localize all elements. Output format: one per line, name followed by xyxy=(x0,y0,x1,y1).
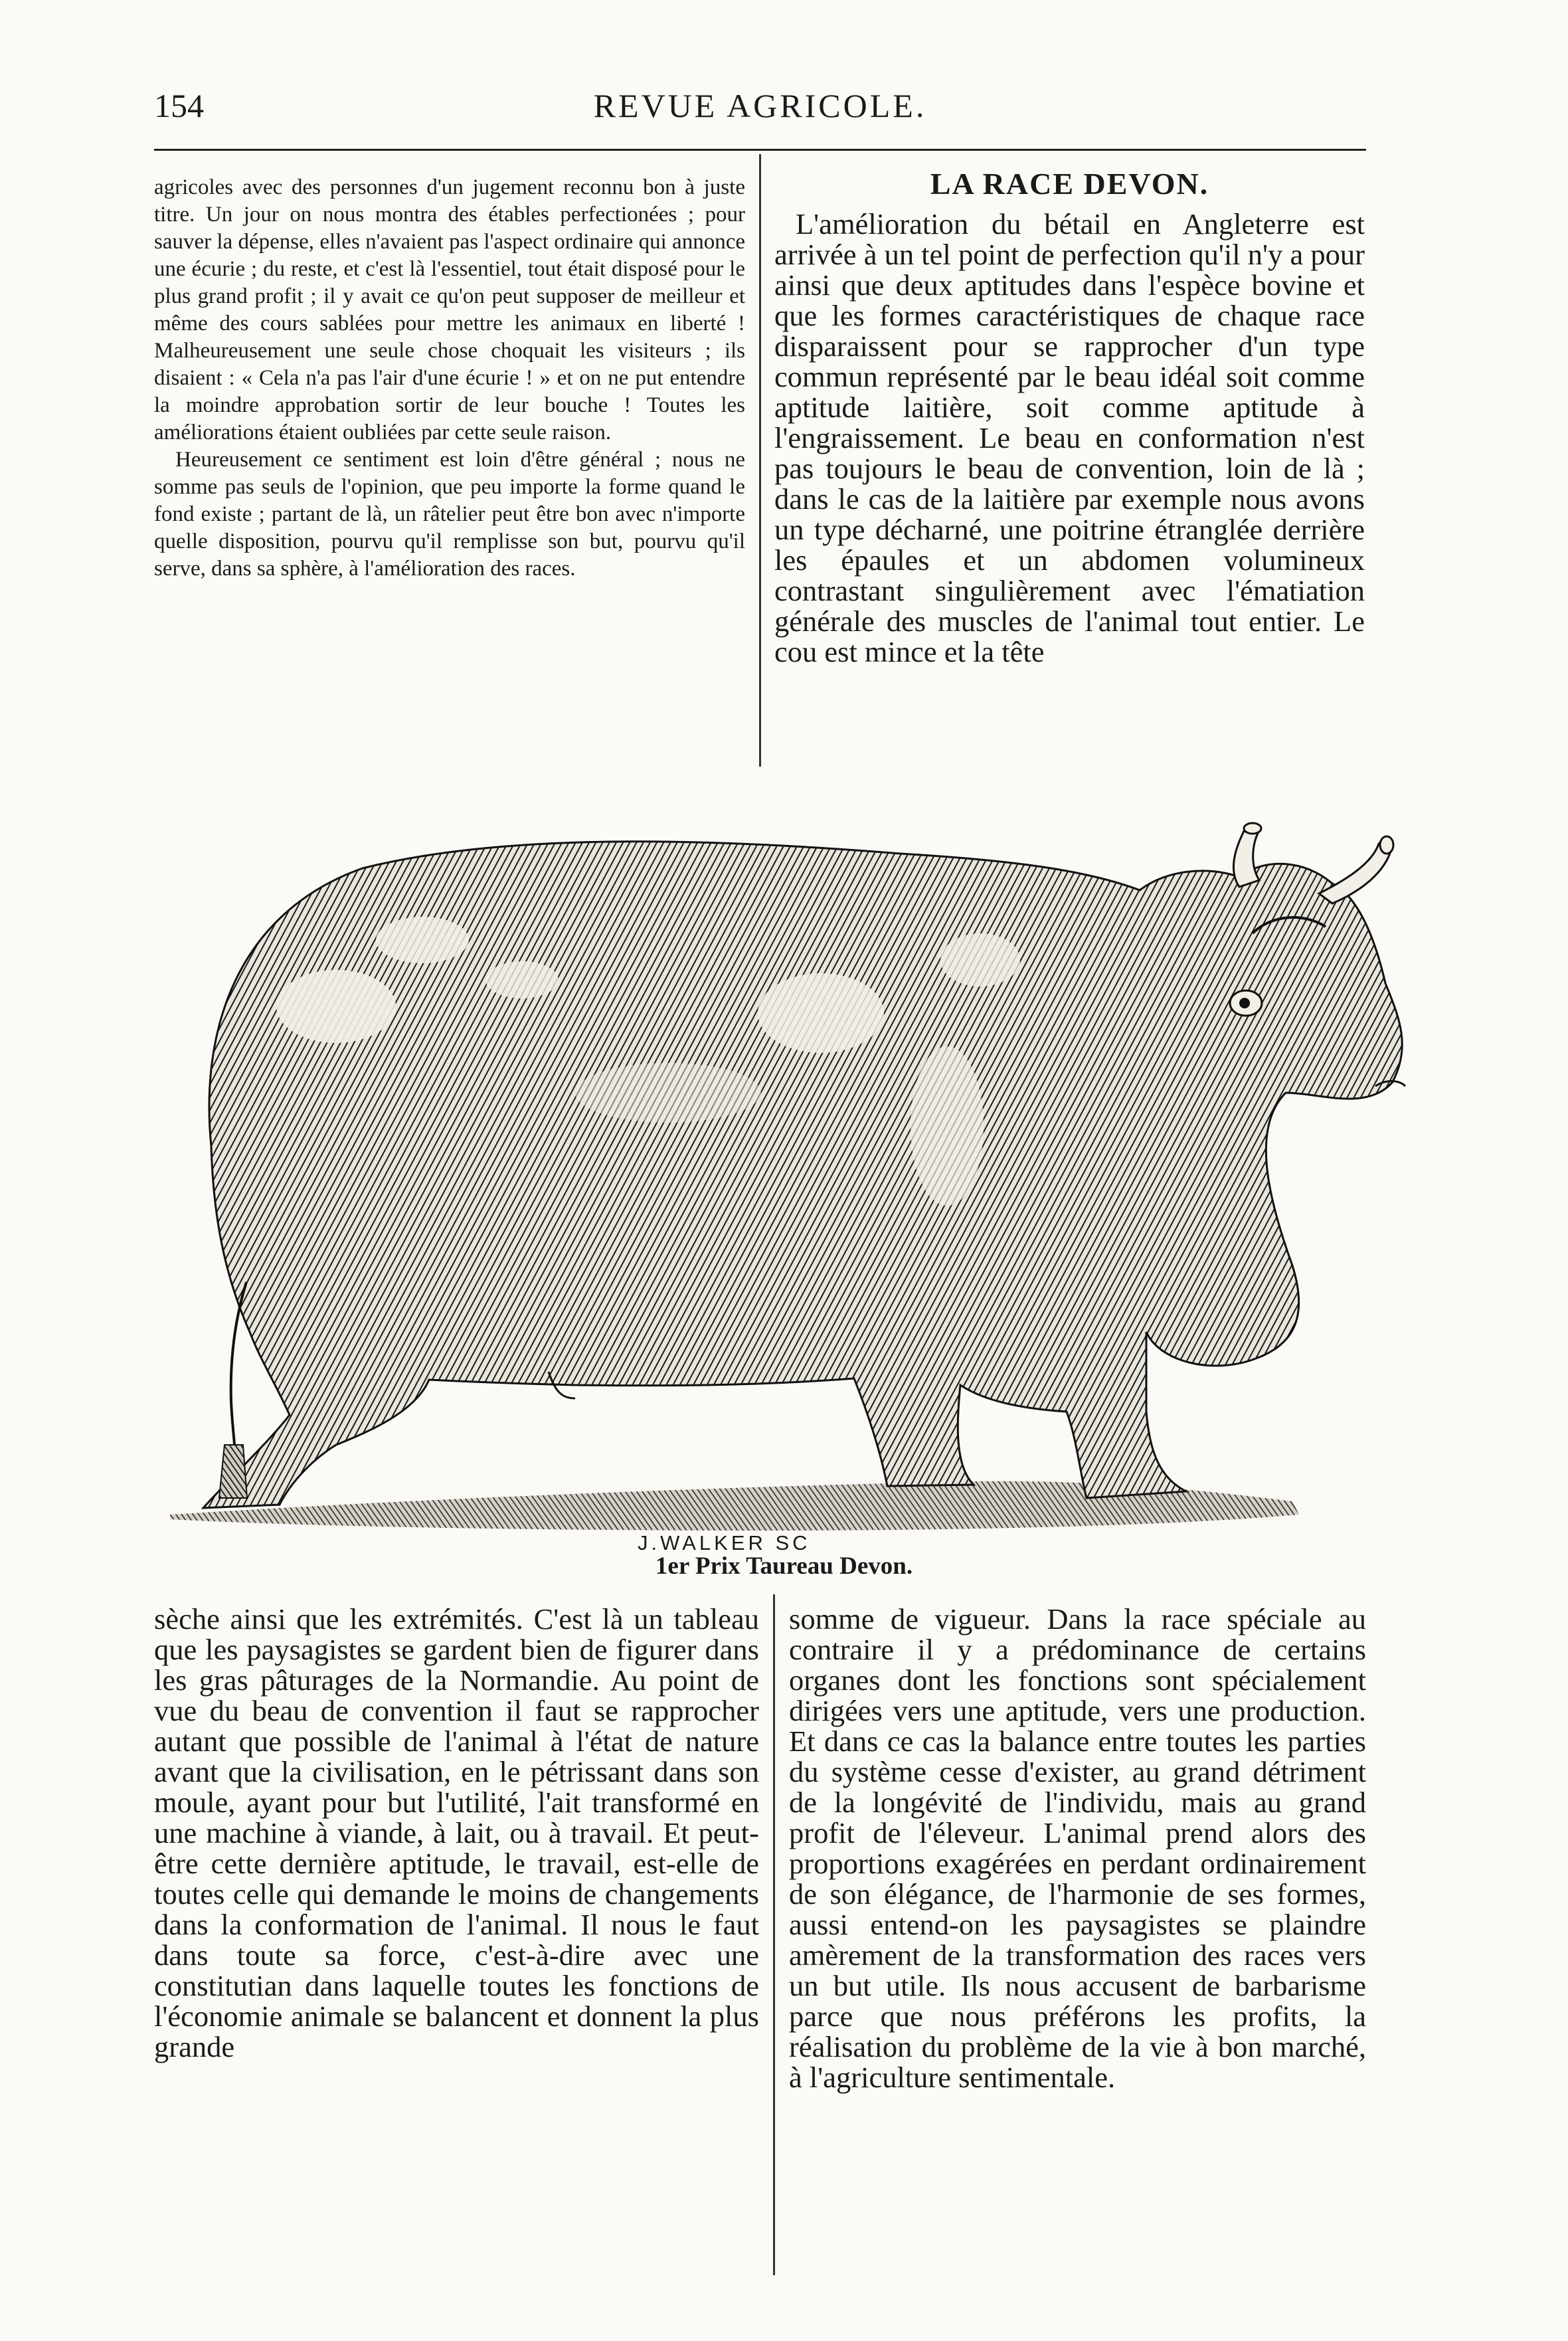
header-rule xyxy=(154,149,1366,151)
page-header xyxy=(154,86,1366,133)
column-divider xyxy=(759,154,761,767)
page-number: 154 xyxy=(154,87,204,124)
section-title: LA RACE DEVON. xyxy=(930,167,1209,201)
engraver-signature: J.WALKER SC xyxy=(638,1531,811,1554)
article-paragraph: agricoles avec des personnes d'un jugement reconnu bon à juste titre. Un jour on nous montra des étables perfectionées ; pour sauver la dépense, elles n'avaient pas l'aspect ordinaire qui annonce une écurie ; du reste, et c'est là l'essentiel, tout était disposé pour le plus grand profit ; il y avait ce qu'on peut supposer de meilleur et même des cours sablées pour mettre les animaux en liberté ! Malheureusement une seule chose choquait les visiteurs ; ils disaient : « Cela n'a pas l'air d'une écurie ! » et on ne put entendre la moindre approbation sortir de leur bouche ! Toutes les améliorations étaient oubliées par cette seule raison. xyxy=(154,175,745,444)
right-bottom-column xyxy=(789,1604,1366,2093)
article-paragraph: L'amélioration du bétail en Angleterre est arrivée à un tel point de perfection qu'il n'y a pour ainsi que deux aptitudes dans l'espèce bovine et que les formes caractéristiques de chaque race disparaissent pour se rapprocher d'un type commun représenté par le beau idéal soit comme aptitude laitière, soit comme aptitude à l'engraissement. Le beau en conformation n'est pas toujours le beau de convention, loin de là ; dans le cas de la laitière par exemple nous avons un type décharné, une poitrine étranglée derrière les épaules et un abdomen volumineux contrastant singulièrement avec l'ématiation générale des muscles de l'animal tout entier. Le cou est mince et la tête xyxy=(774,207,1365,668)
left-top-column xyxy=(154,174,745,583)
article-paragraph: somme de vigueur. Dans la race spéciale au contraire il y a prédominance de certains organes dont les fonctions sont spécialement dirigées vers une aptitude, vers une production. Et dans ce cas la balance entre toutes les parties du système cesse d'exister, au grand détriment de la longévité de l'individu, mais au grand profit de l'éleveur. L'animal prend alors des proportions exagérées en perdant ordinairement de son élégance, de l'harmonie de ses formes, aussi entend-on les paysagistes se plaindre amèrement de la transformation des races vers un but utile. Ils nous accusent de barbarisme parce que nous préférons les profits, la réalisation du problème de la vie à bon marché, à l'agriculture sentimentale. xyxy=(789,1602,1366,2094)
article-paragraph: sèche ainsi que les extrémités. C'est là un tableau que les paysagistes se gardent bien de figurer dans les gras pâturages de la Normandie. Au point de vue du beau de convention il faut se rapprocher autant que possible de l'animal à l'état de nature avant que la civilisation, en le pétrissant dans son moule, ayant pour but l'utilité, l'ait transformé en une machine à viande, à lait, ou à travail. Et peut-être cette dernière aptitude, le travail, est-elle de toutes celle qui demande le moins de changements dans la conformation de l'animal. Il nous le faut dans toute sa force, c'est-à-dire avec une constitutian dans laquelle toutes les fonctions de l'économie animale se balancent et donnent la plus grande xyxy=(154,1602,759,2063)
left-bottom-column xyxy=(154,1604,759,2062)
column-divider xyxy=(773,1594,775,2275)
right-top-column xyxy=(774,169,1365,667)
figure-caption: 1er Prix Taureau Devon. xyxy=(655,1552,913,1580)
article-paragraph: Heureusement ce sentiment est loin d'être général ; nous ne somme pas seuls de l'opinion, que peu importe la forme quand le fond existe ; partant de là, un râtelier peut être bon avec n'importe quelle disposition, pourvu qu'il remplisse son but, pourvu qu'il serve, dans sa sphère, à l'amélioration des races. xyxy=(154,448,745,581)
running-title: REVUE AGRICOLE. xyxy=(593,87,927,124)
bull-engraving xyxy=(150,814,1425,1574)
